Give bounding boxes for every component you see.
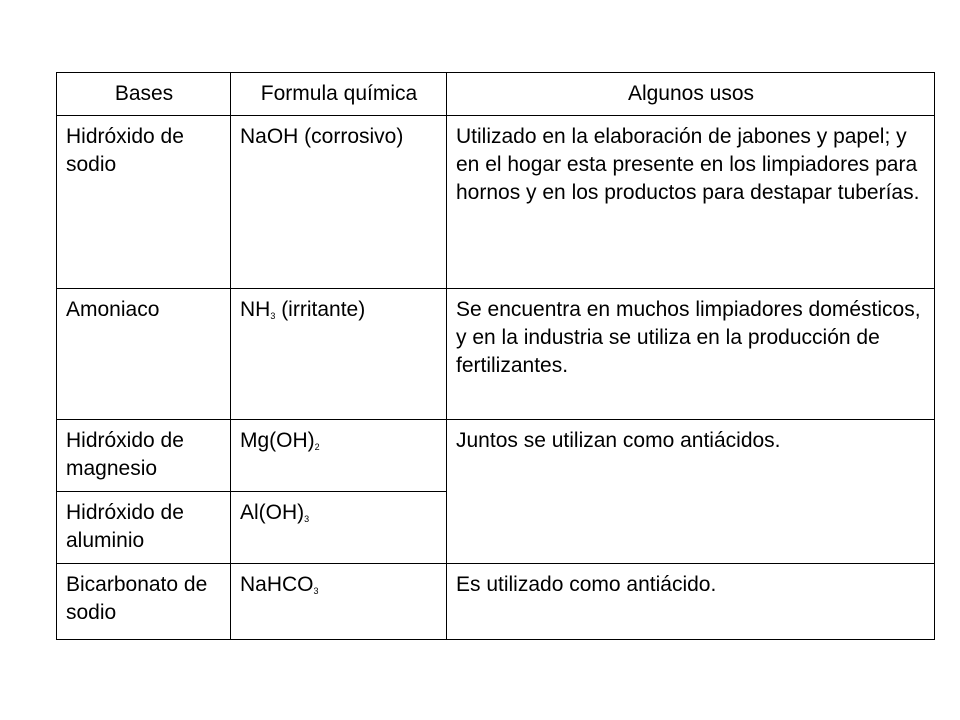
formula-subscript: 3 bbox=[304, 514, 310, 524]
uses-text: Se encuentra en muchos limpiadores domésticos, y en la industria se utiliza en la producción de fertilizantes. bbox=[447, 289, 935, 420]
formula-main: NaHCO bbox=[240, 573, 314, 596]
header-uses: Algunos usos bbox=[447, 73, 935, 116]
formula-main: Al(OH) bbox=[240, 501, 305, 524]
base-name: Hidróxido de aluminio bbox=[57, 492, 231, 564]
table-row bbox=[57, 116, 935, 289]
formula-suffix: (irritante) bbox=[275, 298, 366, 321]
uses-text: Utilizado en la elaboración de jabones y papel; y en el hogar esta presente en los limpiadores para hornos y en los productos para destapar tuberías. bbox=[447, 116, 935, 289]
header-bases: Bases bbox=[57, 73, 231, 116]
header-row bbox=[57, 73, 935, 116]
formula-subscript: 3 bbox=[270, 311, 276, 321]
base-name: Bicarbonato de sodio bbox=[57, 564, 231, 640]
base-name: Amoniaco bbox=[57, 289, 231, 420]
chemical-formula bbox=[231, 564, 447, 640]
formula-main: NH bbox=[240, 298, 271, 321]
formula-subscript: 2 bbox=[314, 442, 320, 452]
table-row bbox=[57, 420, 935, 492]
bases-table bbox=[56, 72, 935, 640]
chemical-formula bbox=[231, 420, 447, 492]
base-name: Hidróxido de magnesio bbox=[57, 420, 231, 492]
table-row bbox=[57, 289, 935, 420]
table-row bbox=[57, 564, 935, 640]
header-formula: Formula química bbox=[231, 73, 447, 116]
uses-text: Juntos se utilizan como antiácidos. bbox=[447, 420, 935, 564]
formula-main: Mg(OH) bbox=[240, 429, 315, 452]
uses-text: Es utilizado como antiácido. bbox=[447, 564, 935, 640]
chemical-formula bbox=[231, 492, 447, 564]
base-name: Hidróxido de sodio bbox=[57, 116, 231, 289]
formula-subscript: 3 bbox=[313, 586, 319, 596]
chemical-formula: NaOH (corrosivo) bbox=[231, 116, 447, 289]
chemical-formula bbox=[231, 289, 447, 420]
